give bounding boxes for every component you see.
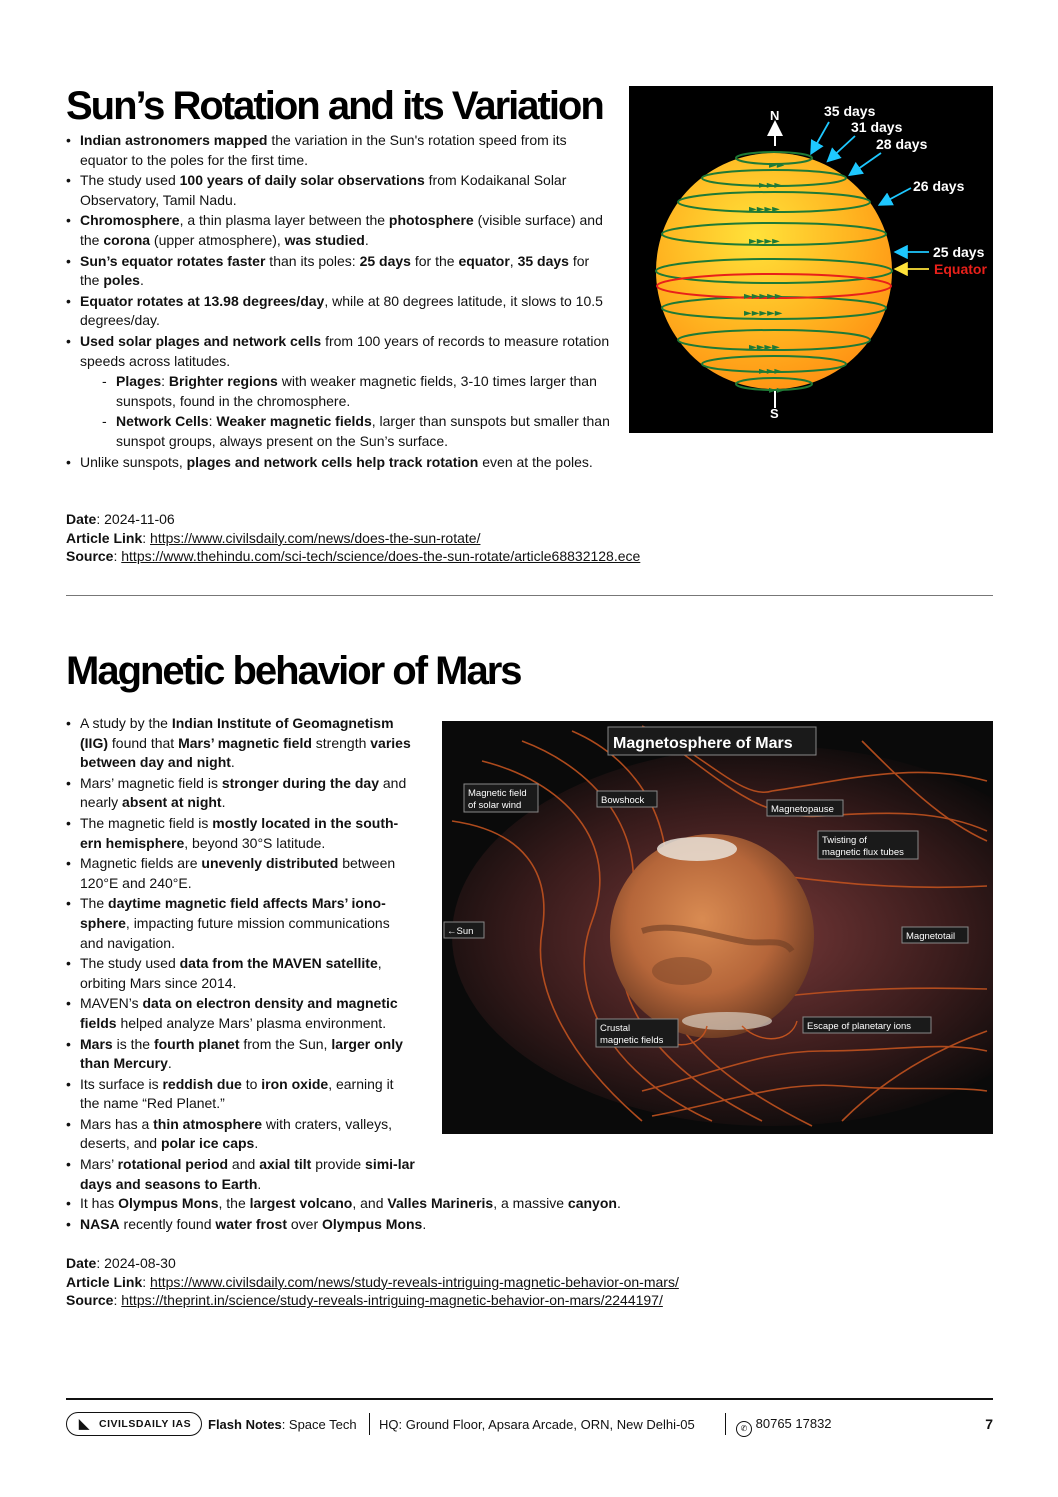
bullet-text: Used solar plages and network cells xyxy=(80,332,322,349)
bullet-item xyxy=(66,774,416,813)
phone-number: 80765 17832 xyxy=(755,1416,832,1431)
sub-bullet-item xyxy=(66,412,611,451)
bullet-text: found that xyxy=(108,734,179,751)
bullet-text: , while at 80 degrees latitude, it slows to 10.5 degrees/day. xyxy=(80,292,603,329)
bullet-text: The study used xyxy=(80,955,180,972)
bullet-text: data on electron density and magnetic fields xyxy=(80,995,398,1031)
label-35-days: 35 days xyxy=(824,103,876,119)
polar-ice-cap xyxy=(657,837,737,861)
mars-magnetosphere-figure xyxy=(442,721,993,1134)
bullet-text: . xyxy=(221,794,226,811)
bullet-item xyxy=(66,252,611,291)
bullet-text: for the xyxy=(410,252,459,269)
bullet-text: Valles Marineris xyxy=(387,1195,494,1211)
svg-text:►►►►: ►►►► xyxy=(749,204,780,215)
bullet-text: The study used xyxy=(80,172,180,189)
bullet-text: than its poles: xyxy=(265,252,360,269)
sun-rotation-bullets xyxy=(66,131,611,473)
svg-text:►►: ►► xyxy=(769,160,785,171)
section-title-mars: Magnetic behavior of Mars xyxy=(66,649,521,693)
bullet-text: : xyxy=(208,413,217,430)
bullet-text: It has xyxy=(80,1195,119,1211)
bullet-text: (visible surface) and the xyxy=(80,212,603,248)
bullet-item xyxy=(66,954,416,993)
bullet-text: 100 years of daily solar observations xyxy=(179,172,425,189)
bullet-text: Its surface is xyxy=(80,1075,163,1092)
bullet-text: rotational period xyxy=(117,1156,229,1173)
footer-rule xyxy=(66,1398,993,1400)
bullet-text: The magnetic field is xyxy=(80,814,213,831)
svg-text:►►►: ►►► xyxy=(759,180,783,191)
bullet-text: with weaker magnetic fields, 3-10 times larger than sunspots, found in the chromosphere. xyxy=(116,373,597,409)
label-twisting-1: Twisting of xyxy=(822,835,867,846)
bullet-item xyxy=(66,1194,866,1214)
bullet-text: polar ice caps xyxy=(160,1135,255,1152)
bullet-text: was studied xyxy=(284,231,365,248)
bullet-text: : xyxy=(161,373,169,390)
bullet-item xyxy=(66,1155,416,1194)
bullet-text: , beyond 30°S latitude. xyxy=(184,834,326,851)
hq-address: HQ: Ground Floor, Apsara Arcade, ORN, New Delhi-05 xyxy=(379,1417,695,1432)
bullet-text: recently found xyxy=(119,1215,216,1232)
bullet-text: A study by the xyxy=(80,715,172,731)
bullet-item xyxy=(66,332,611,371)
bullet-text: Mars’ xyxy=(80,1156,118,1173)
bullet-text: provide xyxy=(311,1156,366,1173)
bullet-text: absent at night xyxy=(122,794,222,811)
article-link-label: Article Link xyxy=(66,529,143,546)
logo-mark-icon: ◣ xyxy=(79,1416,90,1431)
page-footer xyxy=(66,1412,993,1438)
bullet-text: Sun’s equator rotates faster xyxy=(80,252,266,269)
bullet-text: daytime magnetic field affects Mars’ iono-sphere xyxy=(80,895,386,931)
bullet-text: and nearly xyxy=(80,774,407,811)
bullet-text: over xyxy=(286,1215,322,1232)
label-magnetotail: Magnetotail xyxy=(906,931,956,942)
bullet-item xyxy=(66,854,416,893)
flash-notes xyxy=(208,1417,357,1432)
mars-bullets xyxy=(66,714,416,1195)
bullet-text: canyon xyxy=(567,1195,617,1211)
bullet-text: The xyxy=(80,895,109,912)
article-date: 2024-11-06 xyxy=(104,511,175,527)
bullet-item xyxy=(66,453,611,473)
bullet-text: Weaker magnetic fields xyxy=(216,413,372,430)
label-26-days: 26 days xyxy=(913,178,965,194)
svg-text:►►►►►: ►►►►► xyxy=(744,308,783,319)
bullet-text: Chromosphere xyxy=(80,212,180,229)
article-link[interactable]: https://www.civilsdaily.com/news/study-reveals-intriguing-magnetic-behavior-on-mars/ xyxy=(150,1273,679,1290)
footer-separator xyxy=(725,1413,726,1435)
bullet-text: Unlike sunspots, xyxy=(80,453,187,470)
bullet-text: water frost xyxy=(215,1215,287,1232)
section-divider xyxy=(66,595,993,596)
bullet-text: , xyxy=(509,252,518,269)
bullet-text: Indian astronomers mapped xyxy=(80,132,268,148)
bullet-text: . xyxy=(257,1175,262,1192)
sun-rotation-figure xyxy=(629,86,993,433)
label-bowshock: Bowshock xyxy=(601,795,645,806)
bullet-item xyxy=(66,292,611,331)
bullet-text: fourth planet xyxy=(153,1035,240,1052)
svg-text:►►►: ►►► xyxy=(759,366,783,377)
footer-separator xyxy=(369,1413,370,1435)
bullet-text: Mars’ magnetic field xyxy=(178,734,312,751)
bullet-text: reddish due xyxy=(162,1075,242,1092)
source-link[interactable]: https://www.thehindu.com/sci-tech/science/does-the-sun-rotate/article68832128.ece xyxy=(121,548,641,565)
bullet-text: simi-lar days and seasons to Earth xyxy=(80,1156,415,1192)
bullet-text: , and xyxy=(352,1195,388,1211)
label-28-days: 28 days xyxy=(876,136,928,152)
phone-contact xyxy=(736,1416,832,1437)
bullet-text: strength xyxy=(311,734,371,751)
bullet-text: Brighter regions xyxy=(168,373,278,390)
bullet-item xyxy=(66,1115,416,1154)
bullet-text: mostly located in the south-ern hemisphere xyxy=(80,814,399,851)
civilsdaily-logo xyxy=(66,1412,202,1436)
label-equator: Equator xyxy=(934,261,987,277)
bullet-text: . xyxy=(167,1055,172,1072)
label-sun: ←Sun xyxy=(447,926,474,937)
bullet-text: thin atmosphere xyxy=(153,1115,263,1132)
label-solar-wind-2: of solar wind xyxy=(468,800,522,811)
article-date: 2024-08-30 xyxy=(104,1255,176,1271)
bullet-text: between 120°E and 240°E. xyxy=(80,855,396,891)
label-solar-wind-1: Magnetic field xyxy=(468,788,527,799)
svg-text:►►►►►: ►►►►► xyxy=(744,291,783,302)
bullet-text: Mars has a xyxy=(80,1115,154,1132)
bullet-text: Mars’ magnetic field is xyxy=(80,774,222,791)
svg-text:►►►►: ►►►► xyxy=(749,342,780,353)
bullet-text: . xyxy=(364,231,369,248)
bullet-text: unevenly distributed xyxy=(201,855,339,872)
bullet-text: larger only than Mercury xyxy=(80,1035,403,1072)
label-magnetopause: Magnetopause xyxy=(771,804,834,815)
bullet-text: with craters, valleys, deserts, and xyxy=(80,1115,392,1152)
article-link[interactable]: https://www.civilsdaily.com/news/does-the-sun-rotate/ xyxy=(150,529,481,546)
label-escape-ions: Escape of planetary ions xyxy=(807,1021,912,1032)
whatsapp-icon: ✆ xyxy=(736,1421,752,1437)
bullet-item xyxy=(66,1075,416,1114)
source-label: Source xyxy=(66,1292,114,1309)
page-number: 7 xyxy=(985,1416,993,1432)
bullet-text: equator xyxy=(458,252,510,269)
flash-notes-label: Flash Notes xyxy=(208,1417,282,1432)
bullet-text: , earning it the name “Red Planet.” xyxy=(80,1075,394,1112)
bullet-item xyxy=(66,1215,866,1235)
bullet-text: largest volcano xyxy=(249,1195,353,1211)
bullet-text: , orbiting Mars since 2014. xyxy=(80,955,382,991)
bullet-item xyxy=(66,814,416,853)
bullet-text: Olympus Mons xyxy=(322,1215,423,1232)
bullet-text: . xyxy=(254,1135,259,1152)
bullet-text: stronger during the day xyxy=(221,774,379,791)
article-link-label: Article Link xyxy=(66,1273,143,1290)
flash-notes-topic: : Space Tech xyxy=(281,1417,357,1432)
label-25-days: 25 days xyxy=(933,244,985,260)
bullet-text: (upper atmosphere), xyxy=(150,231,285,248)
north-label: N xyxy=(770,108,780,123)
bullet-text: plages and network cells help track rotation xyxy=(186,453,479,470)
svg-text:►►►►: ►►►► xyxy=(749,236,780,247)
figure-title: Magnetosphere of Mars xyxy=(613,735,793,752)
bullet-text: , larger than sunspots but smaller than sunspot groups, always present on the Sun’s surface. xyxy=(116,413,610,449)
bullet-text: . xyxy=(139,272,144,289)
bullet-text: 35 days xyxy=(517,252,569,269)
bullet-text: MAVEN’s xyxy=(80,995,143,1012)
label-crustal-2: magnetic fields xyxy=(600,1035,664,1046)
bullet-text: to xyxy=(241,1075,262,1092)
svg-text:►►: ►► xyxy=(769,385,785,396)
bullet-text: . xyxy=(616,1195,621,1211)
bullet-text: , impacting future mission communications and navigation. xyxy=(80,914,390,951)
source-label: Source xyxy=(66,548,114,565)
logo-text: CIVILSDAILY IAS xyxy=(99,1418,192,1430)
bullet-text: Magnetic fields are xyxy=(80,855,202,872)
bullet-text: , a thin plasma layer between the xyxy=(179,212,389,229)
bullet-text: Plages xyxy=(116,373,162,390)
date-label: Date xyxy=(66,511,97,527)
bullet-text: Olympus Mons xyxy=(118,1195,219,1211)
bullet-text: Equator rotates at 13.98 degrees/day xyxy=(80,292,325,309)
bullet-text: data from the MAVEN satellite xyxy=(179,955,378,972)
bullet-text: axial tilt xyxy=(259,1156,312,1173)
bullet-item xyxy=(66,211,611,250)
bullet-text: 25 days xyxy=(359,252,411,269)
south-label: S xyxy=(770,406,779,421)
bullet-text: Indian Institute of Geomagnetism (IIG) xyxy=(80,715,394,751)
label-twisting-2: magnetic flux tubes xyxy=(822,847,904,858)
bullet-text: from the Sun, xyxy=(239,1035,332,1052)
bullet-text: NASA xyxy=(80,1215,120,1232)
bullet-text: is the xyxy=(112,1035,154,1052)
bullet-text: , a massive xyxy=(493,1195,568,1211)
bullet-text: helped analyze Mars’ plasma environment. xyxy=(116,1014,387,1031)
bullet-text: and xyxy=(228,1156,260,1173)
label-31-days: 31 days xyxy=(851,119,903,135)
bullet-text: , the xyxy=(218,1195,250,1211)
source-link[interactable]: https://theprint.in/science/study-reveals-intriguing-magnetic-behavior-on-mars/2244197/ xyxy=(121,1292,663,1309)
bullet-text: for the xyxy=(80,252,590,289)
bullet-text: Network Cells xyxy=(116,413,209,430)
bullet-text: iron oxide xyxy=(261,1075,329,1092)
bullet-item xyxy=(66,994,416,1033)
date-label: Date xyxy=(66,1255,97,1271)
bullet-text: from 100 years of records to measure rotation speeds across latitudes. xyxy=(80,332,610,369)
bullet-text: poles xyxy=(103,272,140,289)
bullet-text: . xyxy=(422,1215,427,1232)
bullet-text: the variation in the Sun's rotation speed from its equator to the poles for the first time. xyxy=(80,132,567,168)
bullet-text: varies between day and night xyxy=(80,734,411,771)
bullet-text: from Kodaikanal Solar Observatory, Tamil Nadu. xyxy=(80,172,567,208)
section-title-sun-rotation: Sun’s Rotation and its Variation xyxy=(66,84,603,128)
bullet-text: even at the poles. xyxy=(478,453,593,470)
sub-bullet-item xyxy=(66,372,611,411)
bullet-item xyxy=(66,131,611,170)
bullet-text: corona xyxy=(103,231,151,248)
bullet-item xyxy=(66,171,611,210)
bullet-item xyxy=(66,1035,416,1074)
bullet-item xyxy=(66,714,416,773)
mars-article-meta: Date: 2024-08-30 Article Link: https://www.civilsdaily.com/news/study-reveals-intriguing-magnetic-behavior-on-mars/ Source: https://theprint.in/science/study-reveals-intriguing-magnetic-behavior-on-mars/2244197/ xyxy=(66,1255,679,1309)
sun-article-meta: Date: 2024-11-06 Article Link: https://www.civilsdaily.com/news/does-the-sun-rotate/ Source: https://www.thehindu.com/sci-tech/science/does-the-sun-rotate/article68832128.ece xyxy=(66,511,641,565)
mars-bullets-wide xyxy=(66,1194,866,1235)
label-crustal-1: Crustal xyxy=(600,1023,631,1034)
bullet-text: . xyxy=(230,754,235,771)
bullet-text: Mars xyxy=(80,1035,113,1052)
bullet-item xyxy=(66,894,416,953)
bullet-text: photosphere xyxy=(388,212,474,229)
